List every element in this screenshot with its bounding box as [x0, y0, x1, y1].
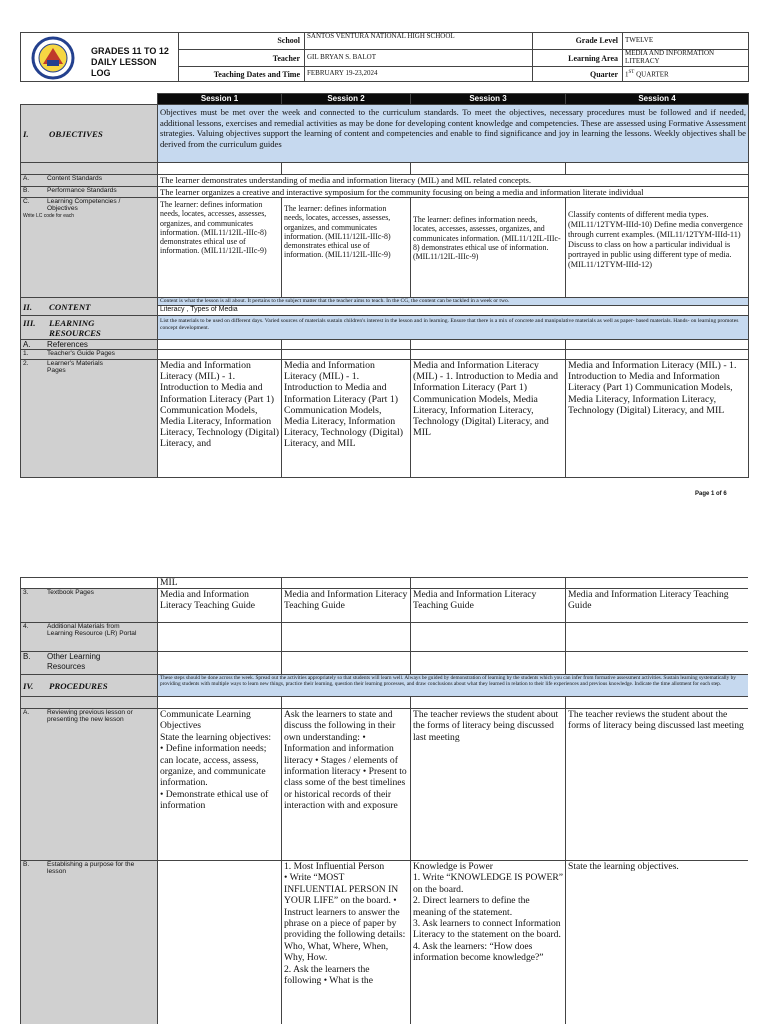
objectives-number: I. — [23, 128, 29, 139]
content-standards-label — [21, 175, 158, 187]
procedures-title: PROCEDURES — [49, 680, 108, 691]
resources-title: LEARNING RESOURCES — [49, 317, 101, 338]
references-session-2 — [282, 340, 411, 350]
content-title: CONTENT — [49, 301, 91, 312]
objectives-spacer-1 — [158, 163, 282, 175]
competencies-session-2: The learner: defines information needs, locates, accesses, assesses, organizes, and communicates information. (MIL11/12IL-IIIc-8) demonstrates ethical use of information. (MIL11/12IL-IIIc-9) — [282, 198, 411, 298]
additional-number: 4. — [23, 623, 29, 630]
review-number: A. — [23, 709, 30, 716]
purpose-session-3: Knowledge is Power 1. Write “KNOWLEDGE IS POWER” on the board. 2. Direct learners to define the meaning of the statement. 3. Ask learners to connect Information Literacy to the statement on the board. 4. Ask the learners: “How does information become knowledge?” — [411, 861, 566, 1024]
purpose-lesson-label — [21, 861, 158, 1024]
additional-session-3 — [411, 623, 566, 652]
competencies-note: Write LC code for each — [23, 212, 75, 219]
procedures-spacer-label — [21, 697, 158, 709]
procedures-section-label — [21, 675, 158, 697]
review-title: Reviewing previous lesson or presenting the new lesson — [47, 709, 133, 724]
learning-competencies-label — [21, 198, 158, 298]
quarter-label: Quarter — [533, 67, 623, 82]
continuation-cell-4 — [566, 578, 749, 589]
objectives-title: OBJECTIVES — [49, 128, 103, 139]
teachers-guide-label — [21, 350, 158, 360]
purpose-session-2: 1. Most Influential Person • Write “MOST INFLUENTIAL PERSON IN YOUR LIFE” on the board. • Instruct learners to answer the phrase on a piece of paper by providing the following details: Who, What, Where, When, Why, How. 2. Ask the learners the following • What is the — [282, 861, 411, 1024]
learners-materials-session-1: Media and Information Literacy (MIL) - 1. Introduction to Media and Information Literacy (Part 1) Communication Models, Media Literacy, Information Literacy, Technology (Digital) Literacy, and — [158, 360, 282, 478]
teachers-guide-session-2 — [282, 350, 411, 360]
session-1-header: Session 1 — [158, 94, 282, 105]
teachers-guide-session-1 — [158, 350, 282, 360]
resources-number: III. — [23, 317, 36, 328]
school-value: SANTOS VENTURA NATIONAL HIGH SCHOOL — [305, 33, 533, 50]
additional-session-1 — [158, 623, 282, 652]
performance-standards-title: Performance Standards — [47, 186, 117, 194]
objectives-description: Objectives must be met over the week and connected to the curriculum standards. To meet the objectives, necessary procedures must be followed and if needed, additional lessons, exercises and remedial activities as may be done for developing content knowledge and competencies. These are assessed using Formative Assessment strategies. Valuing objectives support the learning of content and competencies and enable to find significance and joy in learning the lessons. Weekly objectives shall be derived from the curriculum guides — [158, 105, 749, 163]
page-number: Page 1 of 6 — [695, 491, 727, 497]
continuation-cell-3 — [411, 578, 566, 589]
teaching-dates-label: Teaching Dates and Time — [179, 67, 305, 82]
learning-area-value: MEDIA AND INFORMATION LITERACY — [623, 49, 749, 66]
teachers-guide-session-4 — [566, 350, 749, 360]
textbook-number: 3. — [23, 589, 29, 596]
header-corner — [21, 94, 158, 105]
teaching-dates-value: FEBRUARY 19-23,2024 — [305, 67, 533, 82]
purpose-title: Establishing a purpose for the lesson — [47, 861, 135, 876]
continuation-label-cell — [21, 578, 158, 589]
references-session-1 — [158, 340, 282, 350]
other-session-4 — [566, 652, 749, 675]
references-session-4 — [566, 340, 749, 350]
additional-session-2 — [282, 623, 411, 652]
quarter-value — [623, 67, 749, 82]
learners-materials-session-4: Media and Information Literacy (MIL) - 1. Introduction to Media and Information Literacy (Part 1) Communication Models, Media Literacy, Information Literacy, Technology (Digital) Literacy, and MIL — [566, 360, 749, 478]
learners-materials-label — [21, 360, 158, 478]
competencies-number: C. — [23, 198, 30, 205]
performance-standards-number: B. — [23, 186, 30, 194]
performance-standards-text: The learner organizes a creative and interactive symposium for the community focusing on being a media and information literate individual — [158, 186, 749, 198]
quarter-number: 1 — [625, 70, 629, 79]
additional-materials-label — [21, 623, 158, 652]
procedures-spacer-3 — [411, 697, 566, 709]
objectives-spacer-4 — [566, 163, 749, 175]
session-4-header: Session 4 — [566, 94, 749, 105]
learning-resources-section-label — [21, 316, 158, 340]
additional-title: Additional Materials from Learning Resource (LR) Portal — [47, 623, 137, 638]
content-standards-text: The learner demonstrates understanding of media and information literacy (MIL) and MIL related concepts. — [158, 175, 749, 187]
other-title: Other Learning Resources — [47, 652, 101, 671]
purpose-session-1 — [158, 861, 282, 1024]
objectives-spacer-3 — [411, 163, 566, 175]
other-number: B. — [23, 652, 31, 661]
review-session-2: Ask the learners to state and discuss the following in their own understanding: • Information and information literacy • Stages / elements of information literacy • Present to class some of the best timelines or historical records of their interaction with and exposure — [282, 709, 411, 861]
lesson-log-title: GRADES 11 TO 12 DAILY LESSON LOG — [91, 46, 169, 78]
grade-level-value: TWELVE — [623, 33, 749, 50]
textbook-session-3: Media and Information Literacy Teaching Guide — [411, 589, 566, 623]
teacher-value: GIL BRYAN S. BALOT — [305, 49, 533, 66]
quarter-ordinal: ST — [628, 70, 635, 76]
continuation-text: MIL — [158, 578, 282, 589]
objectives-spacer-2 — [282, 163, 411, 175]
teachers-guide-number: 1. — [23, 350, 29, 357]
procedures-note: These steps should be done across the week. Spread out the activities appropriately so that students will learn well. Always be guided by demonstration of learning by the students which you can infer from formative assessment activities. Sustain learning systematically by providing students with multiple ways to learn new things, practice their learning, question their learning processes, and draw conclusions about what they learned in relation to their life experiences and previous knowledge. Indicate the time allotment for each step. — [158, 675, 749, 697]
objectives-spacer-label — [21, 163, 158, 175]
references-title: References — [47, 340, 88, 349]
page-two-table — [20, 577, 748, 1024]
continuation-cell-2 — [282, 578, 411, 589]
teachers-guide-title: Teacher's Guide Pages — [47, 350, 115, 357]
textbook-session-1: Media and Information Literacy Teaching Guide — [158, 589, 282, 623]
content-number: II. — [23, 301, 33, 312]
content-standards-title: Content Standards — [47, 175, 102, 182]
learners-materials-session-2: Media and Information Literacy (MIL) - 1. Introduction to Media and Information Literacy (Part 1) Communication Models, Media Literacy, Information Literacy, Technology (Digital) Literacy, and MIL — [282, 360, 411, 478]
procedures-spacer-1 — [158, 697, 282, 709]
learning-area-label: Learning Area — [533, 49, 623, 66]
other-session-3 — [411, 652, 566, 675]
review-lesson-label — [21, 709, 158, 861]
content-text: Literacy , Types of Media — [158, 306, 749, 316]
learners-materials-title: Learner's Materials Pages — [47, 360, 103, 375]
competencies-session-3: The learner: defines information needs, locates, accesses, assesses, organizes, and communicates information. (MIL11/12IL-IIIc-8) demonstrates ethical use of information. (MIL11/12IL-IIIc-9) — [411, 198, 566, 298]
review-session-4: The teacher reviews the student about the forms of literacy being discussed last meeting — [566, 709, 749, 861]
textbook-pages-label — [21, 589, 158, 623]
performance-standards-label — [21, 186, 158, 198]
page-one-table — [20, 93, 748, 478]
learners-materials-session-3: Media and Information Literacy (MIL) - 1. Introduction to Media and Information Literacy (Part 1) Communication Models, Media Literacy, Information Literacy, Technology (Digital) Literacy, and MIL — [411, 360, 566, 478]
competencies-session-1: The learner: defines information needs, locates, accesses, assesses, organizes, and communicates information. (MIL11/12IL-IIIc-8) demonstrates ethical use of information. (MIL11/12IL-IIIc-9) — [158, 198, 282, 298]
deped-seal-logo — [29, 36, 77, 80]
other-resources-label — [21, 652, 158, 675]
textbook-session-2: Media and Information Literacy Teaching Guide — [282, 589, 411, 623]
textbook-title: Textbook Pages — [47, 589, 94, 596]
other-session-1 — [158, 652, 282, 675]
purpose-session-4: State the learning objectives. — [566, 861, 749, 1024]
school-label: School — [179, 33, 305, 50]
content-section-label — [21, 298, 158, 316]
procedures-spacer-4 — [566, 697, 749, 709]
teachers-guide-session-3 — [411, 350, 566, 360]
learners-materials-number: 2. — [23, 360, 29, 367]
additional-session-4 — [566, 623, 749, 652]
references-number: A. — [23, 340, 31, 349]
competencies-session-4: Classify contents of different media types. (MIL11/12TYM-IIId-10) Define media convergence through current examples. (MIL11/12TYM-IIId-11) Discuss to class on how a particular individual is portrayed in public using different type of media. (MIL11/12TYM-IIId-12) — [566, 198, 749, 298]
references-label — [21, 340, 158, 350]
grade-level-label: Grade Level — [533, 33, 623, 50]
resources-note: List the materials to be used on different days. Varied sources of materials sustain children's interest in the lesson and in learning. Ensure that there is a mix of concrete and manipulative materials as well as paper- based materials. Hands- on learning promotes concept development. — [158, 316, 749, 340]
review-session-1: Communicate Learning Objectives State the learning objectives: • Define information needs; can locate, access, assess, organize, and communicate information. • Demonstrate ethical use of information — [158, 709, 282, 861]
session-2-header: Session 2 — [282, 94, 411, 105]
other-session-2 — [282, 652, 411, 675]
procedures-spacer-2 — [282, 697, 411, 709]
purpose-number: B. — [23, 861, 30, 868]
references-session-3 — [411, 340, 566, 350]
content-note: Content is what the lesson is all about. It pertains to the subject matter that the teacher aims to teach. In the CG, the content can be tackled in a week or two. — [158, 298, 749, 306]
review-session-3: The teacher reviews the student about the forms of literacy being discussed last meeting — [411, 709, 566, 861]
quarter-word: QUARTER — [634, 70, 669, 79]
competencies-title: Learning Competencies / Objectives — [47, 198, 121, 213]
procedures-number: IV. — [23, 680, 34, 691]
teacher-label: Teacher — [179, 49, 305, 66]
content-standards-number: A. — [23, 175, 30, 182]
header-block — [20, 32, 748, 82]
textbook-session-4: Media and Information Literacy Teaching Guide — [566, 589, 749, 623]
objectives-section-label — [21, 105, 158, 163]
session-3-header: Session 3 — [411, 94, 566, 105]
